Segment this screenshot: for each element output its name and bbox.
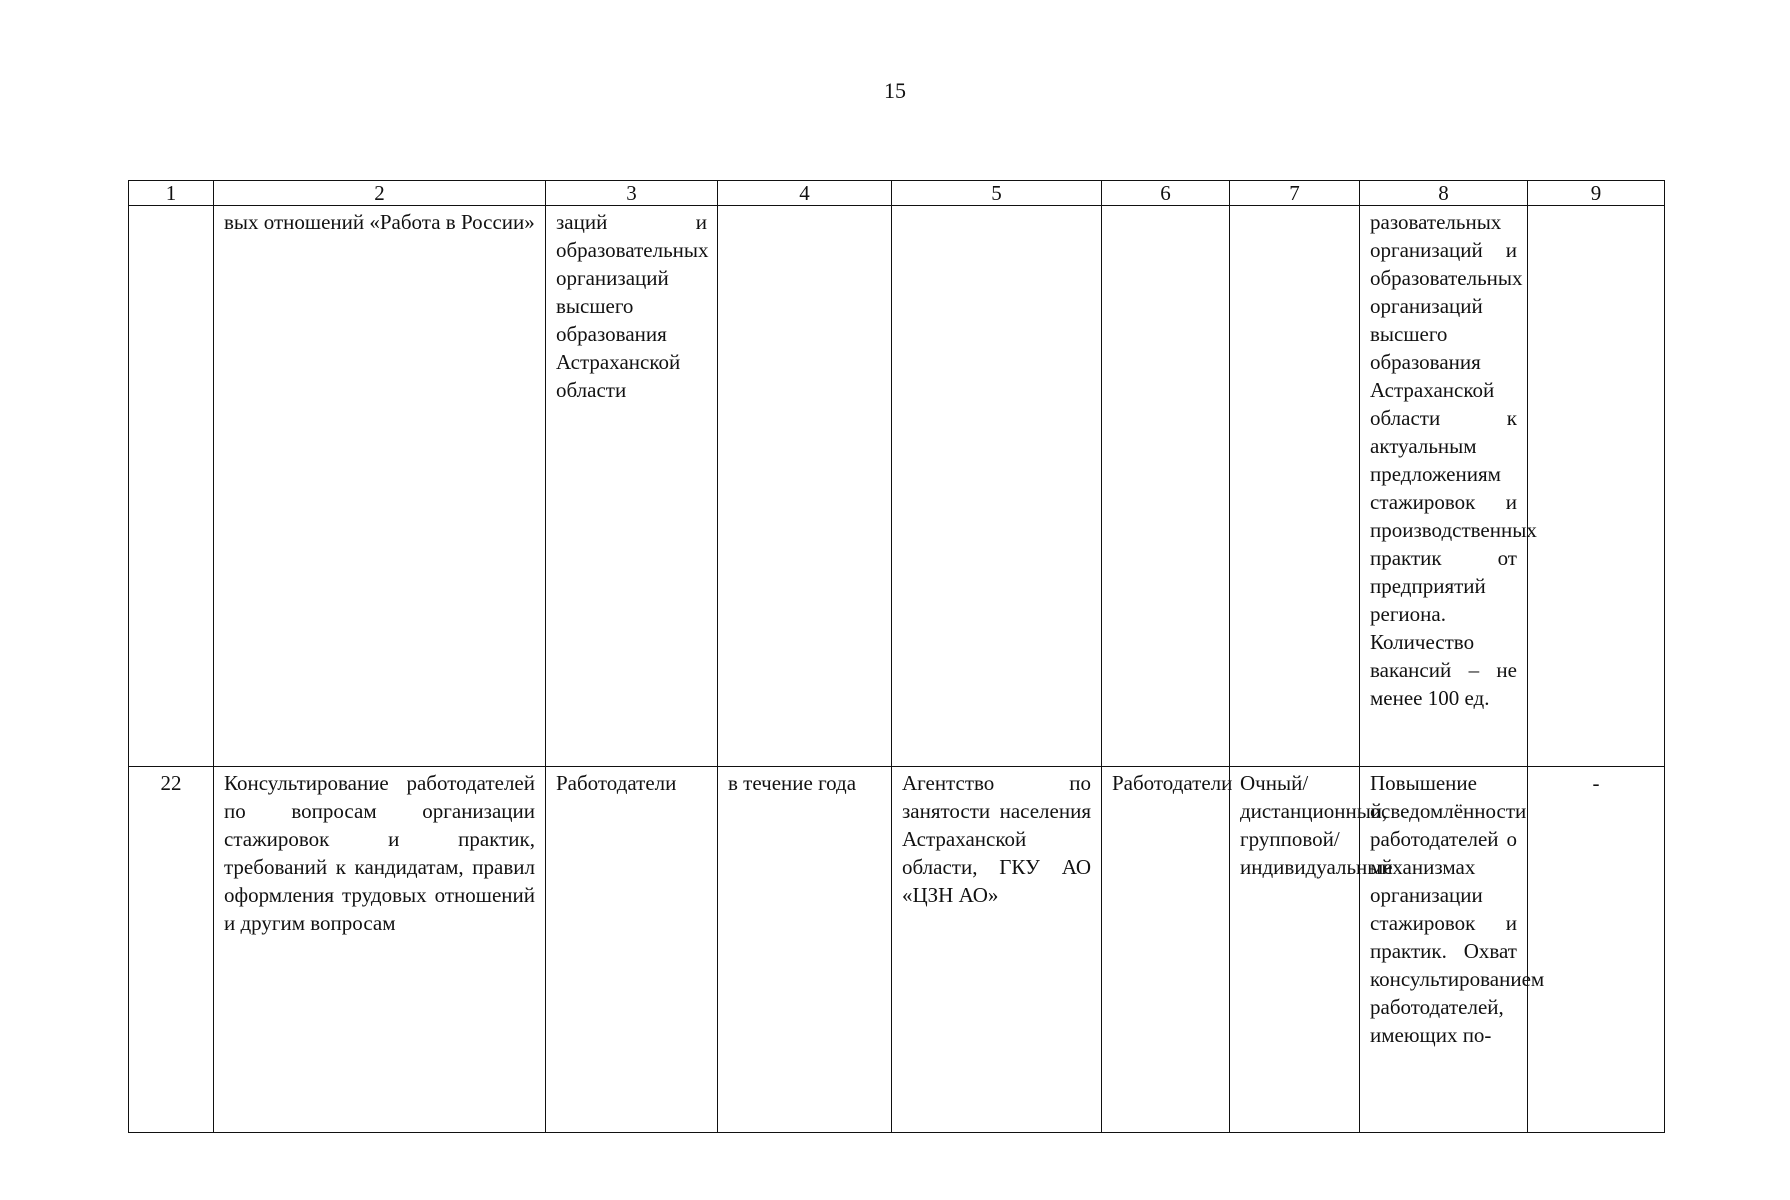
partners-cell: Работодатели <box>1102 767 1230 1133</box>
participants-cell: Работодатели <box>546 767 718 1133</box>
period-cell: в течение года <box>718 767 892 1133</box>
result-cell: Повышение осведомлённости работодателей о механизмах организации стажировок и практик. Охват консультированием работодателей, имеющих по- <box>1360 767 1528 1133</box>
partners-cell <box>1102 206 1230 767</box>
period-cell <box>718 206 892 767</box>
row-number-cell: 22 <box>129 767 214 1133</box>
note-cell: - <box>1528 767 1665 1133</box>
format-cell: Очный/ дистанционный, групповой/ индивидуальный <box>1230 767 1360 1133</box>
column-header: 5 <box>892 181 1102 206</box>
column-header: 3 <box>546 181 718 206</box>
responsible-cell <box>892 206 1102 767</box>
column-header: 2 <box>214 181 546 206</box>
note-cell <box>1528 206 1665 767</box>
table-header-row <box>129 181 1665 206</box>
event-cell: Консультирование работодателей по вопросам организации стажировок и практик, требований к кандидатам, правил оформления трудовых отношений и другим вопросам <box>214 767 546 1133</box>
column-header: 6 <box>1102 181 1230 206</box>
column-header: 1 <box>129 181 214 206</box>
column-header: 7 <box>1230 181 1360 206</box>
participants-cell: заций и образовательных организаций высшего образования Астраханской области <box>546 206 718 767</box>
column-header: 9 <box>1528 181 1665 206</box>
table-row <box>129 767 1665 1133</box>
column-header: 4 <box>718 181 892 206</box>
event-cell: вых отношений «Работа в России» <box>214 206 546 767</box>
responsible-cell: Агентство по занятости населения Астраханской области, ГКУ АО «ЦЗН АО» <box>892 767 1102 1133</box>
format-cell <box>1230 206 1360 767</box>
page-number: 15 <box>884 78 906 103</box>
plan-table <box>128 180 1665 1133</box>
column-header: 8 <box>1360 181 1528 206</box>
row-number-cell <box>129 206 214 767</box>
table-row <box>129 206 1665 767</box>
result-cell: разовательных организаций и образовательных организаций высшего образования Астраханской области к актуальным предложениям стажировок и производственных практик от предприятий региона. Количество вакансий – не менее 100 ед. <box>1360 206 1528 767</box>
